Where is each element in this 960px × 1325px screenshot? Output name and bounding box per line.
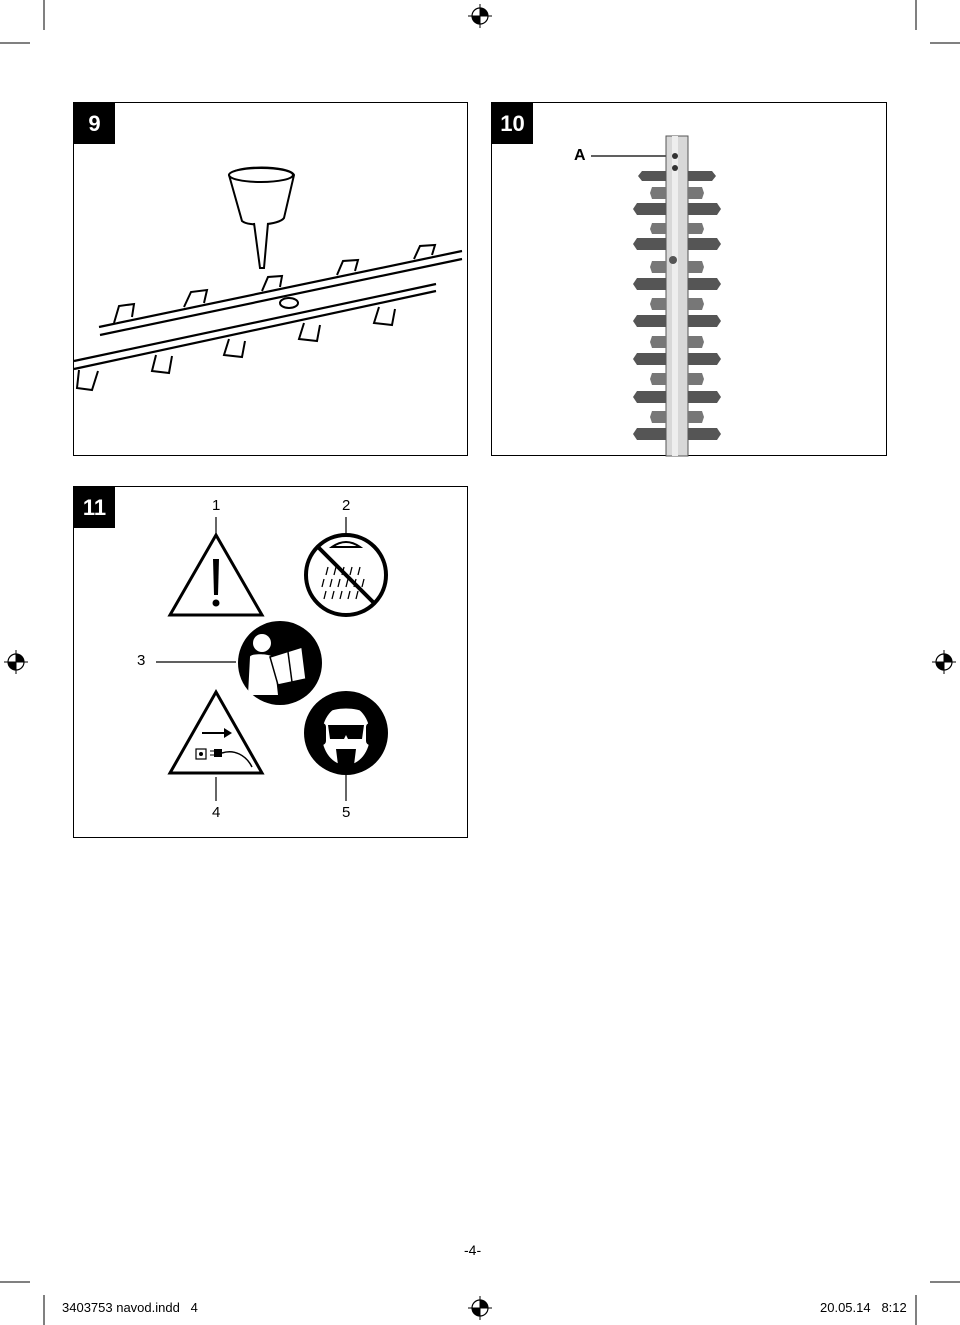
no-rain-icon xyxy=(306,535,386,615)
warning-triangle-icon xyxy=(170,535,262,615)
callout-1-label: 1 xyxy=(212,497,221,514)
registration-mark-left-icon xyxy=(4,650,28,674)
callout-a-label: A xyxy=(574,147,586,164)
registration-mark-top-icon xyxy=(468,4,492,28)
figure-10-number: 10 xyxy=(492,103,533,144)
unplug-warning-icon xyxy=(170,692,262,773)
registration-mark-bottom-icon xyxy=(468,1296,492,1320)
read-manual-icon xyxy=(238,621,322,705)
safety-symbols xyxy=(74,487,467,837)
figure-10-panel xyxy=(491,102,887,456)
figure-11-panel xyxy=(73,486,468,838)
page-number: -4- xyxy=(464,1242,482,1258)
eye-ear-protection-icon xyxy=(304,691,388,775)
footer-filename: 3403753 navod.indd 4 xyxy=(62,1300,198,1315)
figure-9-number: 9 xyxy=(74,103,115,144)
registration-mark-right-icon xyxy=(932,650,956,674)
callout-3-label: 3 xyxy=(137,652,146,669)
footer-datetime: 20.05.14 8:12 xyxy=(820,1300,907,1315)
callout-4-label: 4 xyxy=(212,804,221,821)
oil-bottle-and-blade-illustration xyxy=(74,103,467,455)
figure-9-panel xyxy=(73,102,468,456)
callout-5-label: 5 xyxy=(342,804,351,821)
figure-11-number: 11 xyxy=(74,487,115,528)
hedge-blade-photo xyxy=(492,103,886,455)
callout-2-label: 2 xyxy=(342,497,351,514)
oil-bottle-icon xyxy=(229,168,294,269)
